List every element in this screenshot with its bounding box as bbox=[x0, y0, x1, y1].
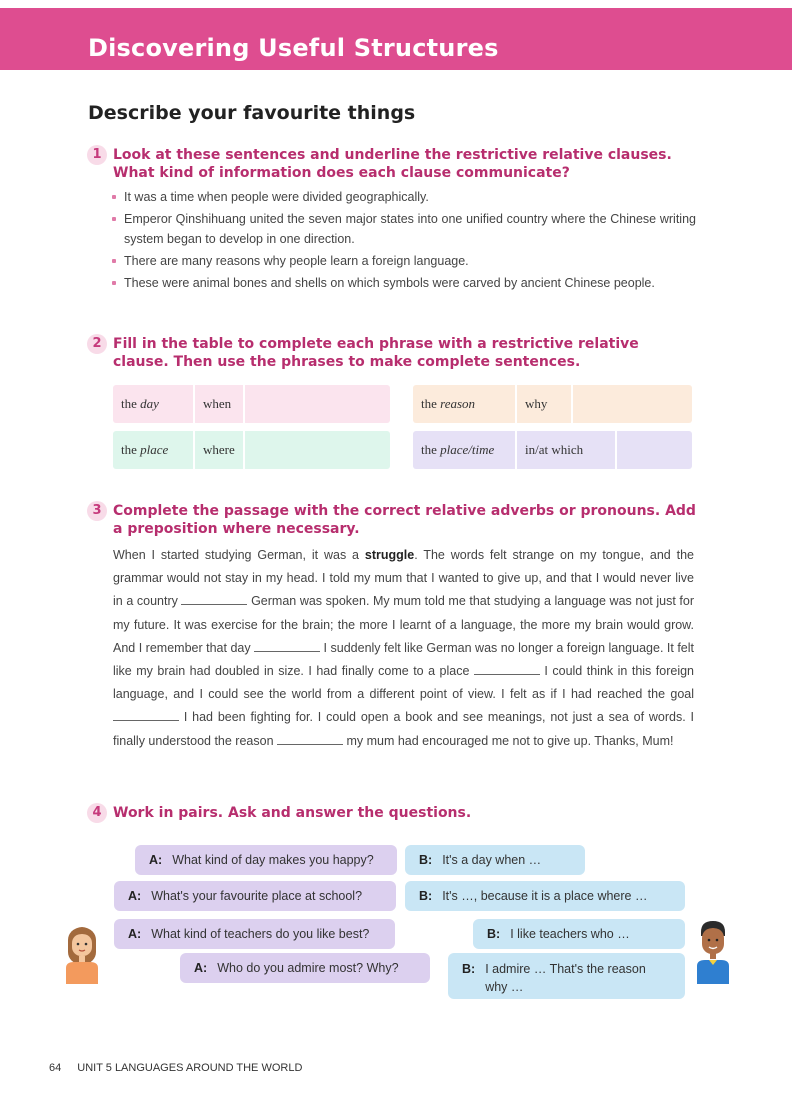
keyword-struggle: struggle bbox=[364, 548, 415, 562]
bullet-icon bbox=[112, 281, 116, 285]
blank-3[interactable] bbox=[474, 662, 540, 675]
question-1-prompt: Look at these sentences and underline the restrictive relative clauses. What kind of information does each clause communicate? bbox=[113, 147, 672, 181]
table-cell-word: why bbox=[515, 385, 571, 423]
table-cell-phrase: the place/time bbox=[413, 431, 515, 469]
question-number-2: 2 bbox=[87, 334, 107, 354]
speech-bubble-b: B: It's a day when … bbox=[405, 845, 585, 875]
speech-bubble-a: A: What's your favourite place at school? bbox=[114, 881, 396, 911]
reading-passage: When I started studying German, it was a struggle. The words felt strange on my tongue, and the grammar would not stay in my head. I told my mum that I wanted to give up, and that I would never live in a country German was spoken. My mum told me that studying a language was not just for my future. It was exercise for the brain; the more I learnt of a language, the more my brain would grow. And I remember that day I suddenly felt like German was no longer a foreign language. It felt like my brain had doubled in size. I had finally come to a place I could think in this foreign language, and I could see the world from a different point of view. I felt as if I had reached the goal I had been fighting for. I could open a book and see meanings, not just a sea of words. I finally understood the reason my mum had encouraged me not to give up. Thanks, Mum! bbox=[113, 548, 694, 748]
question-number-3: 3 bbox=[87, 501, 107, 521]
bullet-icon bbox=[112, 259, 116, 263]
table-row bbox=[413, 431, 692, 469]
bullet-icon bbox=[112, 217, 116, 221]
speech-bubble-a: A: What kind of day makes you happy? bbox=[135, 845, 397, 875]
table-cell-phrase: the reason bbox=[413, 385, 515, 423]
table-cell-word: in/at which bbox=[515, 431, 615, 469]
blank-1[interactable] bbox=[181, 592, 247, 605]
table-row bbox=[413, 385, 692, 423]
speech-bubble-a: A: What kind of teachers do you like best? bbox=[114, 919, 395, 949]
table-cell-answer[interactable] bbox=[243, 431, 390, 469]
speech-bubble-b: B: I like teachers who … bbox=[473, 919, 685, 949]
question-2-prompt: Fill in the table to complete each phrase with a restrictive relative clause. Then use the phrases to make complete sentences. bbox=[113, 336, 639, 370]
bullet-icon bbox=[112, 195, 116, 199]
table-row bbox=[113, 385, 390, 423]
table-cell-answer[interactable] bbox=[243, 385, 390, 423]
question-number-1: 1 bbox=[87, 145, 107, 165]
speech-bubble-b: B: It's …, because it is a place where … bbox=[405, 881, 685, 911]
blank-2[interactable] bbox=[254, 639, 320, 652]
speech-bubble-b: B: I admire … That's the reason why … bbox=[448, 953, 685, 999]
table-row bbox=[113, 431, 390, 469]
blank-5[interactable] bbox=[277, 732, 343, 745]
list-item: Emperor Qinshihuang united the seven major states into one unified country where the Chinese writing system began to develop in one direction. bbox=[110, 209, 696, 249]
table-cell-phrase: the place bbox=[113, 431, 193, 469]
question-number-4: 4 bbox=[87, 803, 107, 823]
table-cell-word: when bbox=[193, 385, 243, 423]
unit-title: UNIT 5 LANGUAGES AROUND THE WORLD bbox=[77, 1062, 303, 1074]
table-cell-word: where bbox=[193, 431, 243, 469]
speech-bubble-a: A: Who do you admire most? Why? bbox=[180, 953, 430, 983]
girl-character-icon bbox=[64, 922, 100, 984]
list-item: It was a time when people were divided geographically. bbox=[110, 187, 696, 207]
list-item: These were animal bones and shells on which symbols were carved by ancient Chinese people. bbox=[110, 273, 696, 293]
table-cell-phrase: the day bbox=[113, 385, 193, 423]
table-cell-answer[interactable] bbox=[615, 431, 692, 469]
page-footer bbox=[49, 1062, 302, 1074]
question-1-sentences bbox=[110, 187, 696, 295]
page-number: 64 bbox=[49, 1062, 62, 1074]
question-3-prompt: Complete the passage with the correct relative adverbs or pronouns. Add a preposition where necessary. bbox=[113, 503, 696, 537]
table-cell-answer[interactable] bbox=[571, 385, 692, 423]
banner-title: Discovering Useful Structures bbox=[88, 34, 499, 62]
boy-character-icon bbox=[694, 918, 732, 984]
blank-4[interactable] bbox=[113, 708, 179, 721]
list-item: There are many reasons why people learn a foreign language. bbox=[110, 251, 696, 271]
question-4-prompt: Work in pairs. Ask and answer the questions. bbox=[113, 805, 472, 821]
section-title: Describe your favourite things bbox=[88, 102, 416, 124]
